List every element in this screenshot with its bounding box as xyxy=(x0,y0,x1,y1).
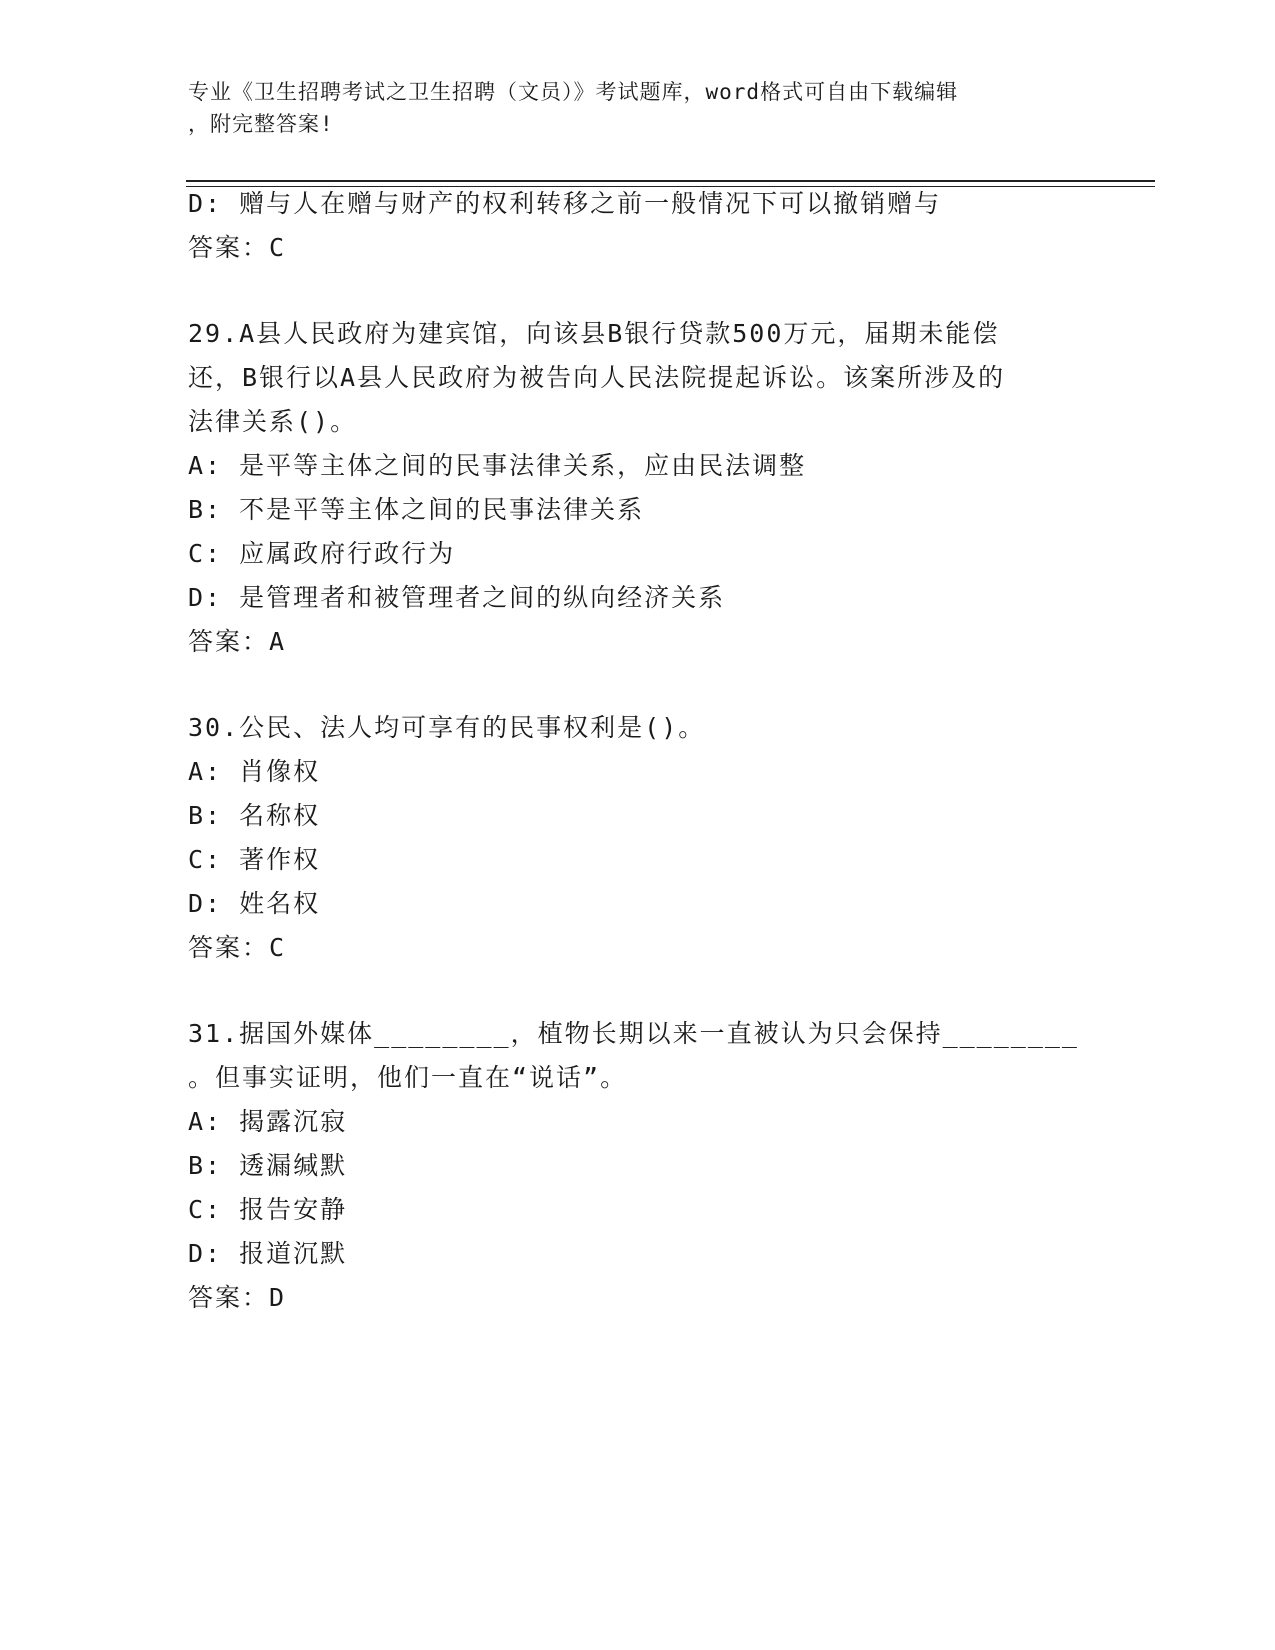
header-line-2: ，附完整答案! xyxy=(188,112,334,136)
q29-option-d: D: 是管理者和被管理者之间的纵向经济关系 xyxy=(188,583,726,612)
q29-stem-line-3: 法律关系()。 xyxy=(188,407,358,436)
header-line-1: 专业《卫生招聘考试之卫生招聘（文员）》考试题库，word格式可自由下载编辑 xyxy=(188,80,959,104)
q29-option-a: A: 是平等主体之间的民事法律关系，应由民法调整 xyxy=(188,451,807,480)
q29-option-b: B: 不是平等主体之间的民事法律关系 xyxy=(188,495,645,524)
q31-stem-line-2: 。但事实证明，他们一直在“说话”。 xyxy=(188,1063,628,1092)
q30-answer: 答案：C xyxy=(188,933,287,962)
q31-option-b: B: 透漏缄默 xyxy=(188,1151,348,1180)
q30-stem-line-1: 30.公民、法人均可享有的民事权利是()。 xyxy=(188,713,706,742)
q29-answer: 答案：A xyxy=(188,627,287,656)
header-divider-thick xyxy=(186,180,1155,182)
q30-option-a: A: 肖像权 xyxy=(188,757,321,786)
q31-option-d: D: 报道沉默 xyxy=(188,1239,348,1268)
q30-option-b: B: 名称权 xyxy=(188,801,321,830)
q29-stem-line-1: 29.A县人民政府为建宾馆，向该县B银行贷款500万元，届期未能偿 xyxy=(188,319,1000,348)
q31-stem-line-1: 31.据国外媒体________，植物长期以来一直被认为只会保持________ xyxy=(188,1019,1079,1048)
q30-option-c: C: 著作权 xyxy=(188,845,321,874)
q31-option-a: A: 揭露沉寂 xyxy=(188,1107,348,1136)
document-header xyxy=(188,76,1068,140)
q29-stem-line-2: 还，B银行以A县人民政府为被告向人民法院提起诉讼。该案所涉及的 xyxy=(188,363,1006,392)
prev-answer: 答案：C xyxy=(188,233,287,262)
q30-option-d: D: 姓名权 xyxy=(188,889,321,918)
prev-option-d: D: 赠与人在赠与财产的权利转移之前一般情况下可以撤销赠与 xyxy=(188,189,942,218)
q31-option-c: C: 报告安静 xyxy=(188,1195,348,1224)
q29-option-c: C: 应属政府行政行为 xyxy=(188,539,456,568)
q31-answer: 答案：D xyxy=(188,1283,287,1312)
